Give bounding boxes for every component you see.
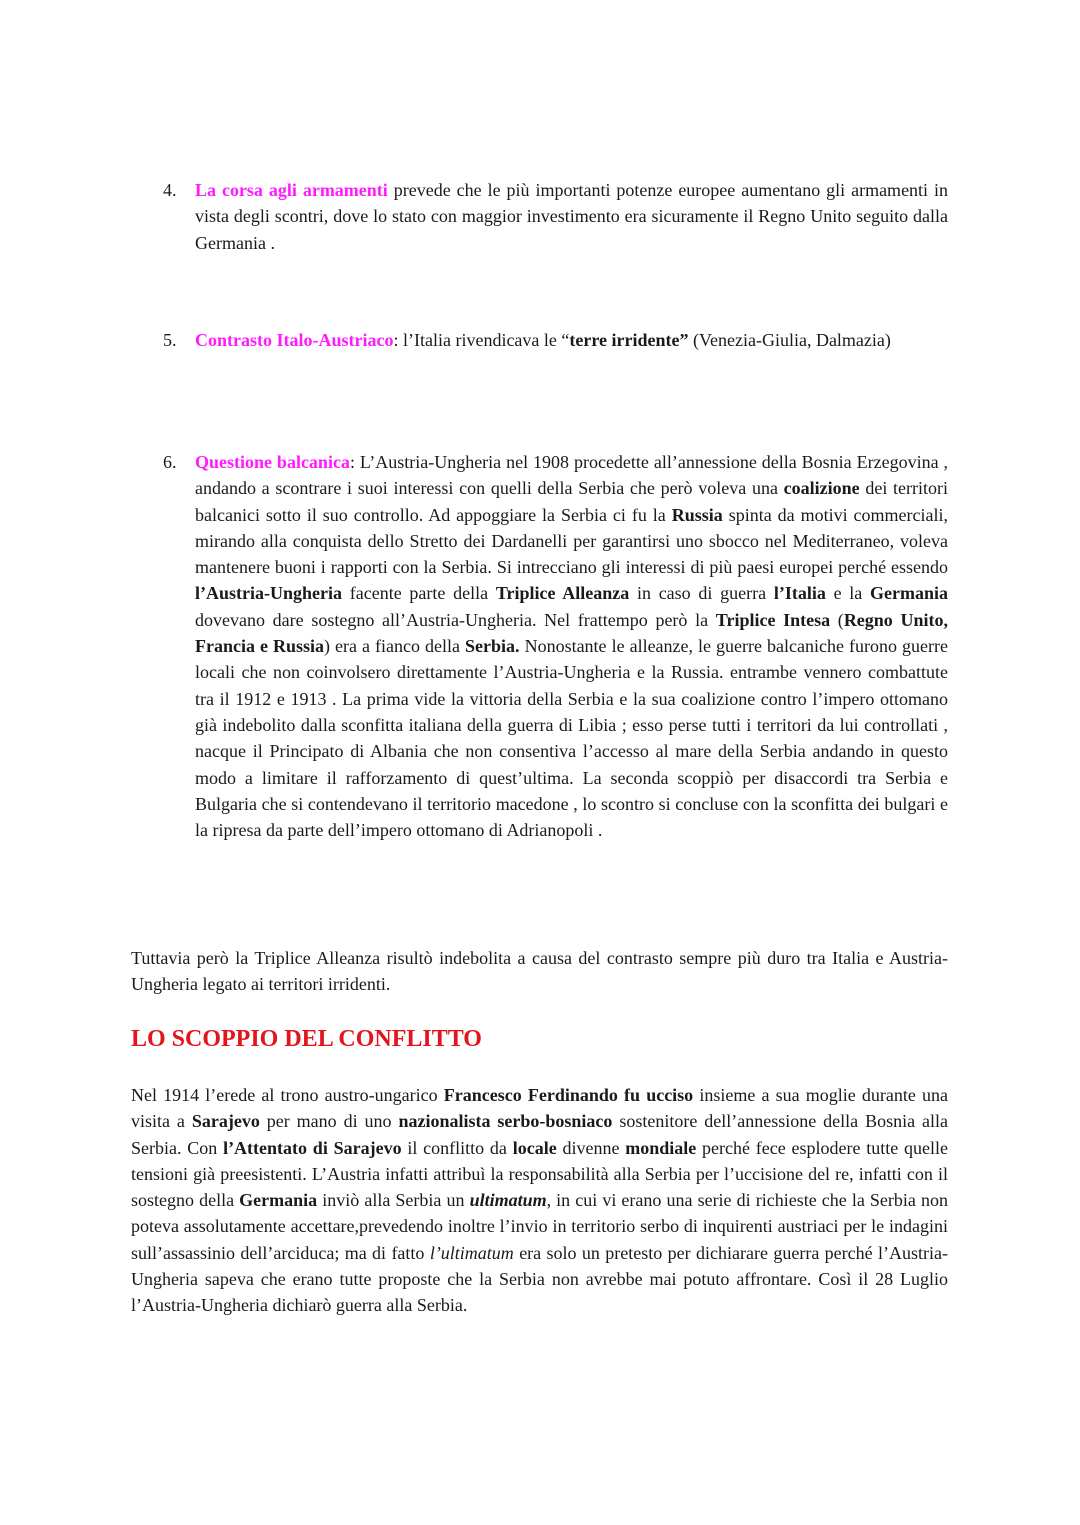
text-segment: perché fece esplodere tutte quelle tensioni già preesistenti. L’Austria infatti attribuì la responsabilità alla Serbia per l’uccisione del re, infatti con il sostegno della bbox=[131, 1137, 949, 1211]
bold-text: l’Attentato di Sarajevo bbox=[223, 1137, 402, 1158]
list-item-contrasto-italo-austriaco bbox=[163, 327, 948, 353]
bold-text: l’Austria-Ungheria bbox=[195, 583, 342, 604]
text-segment: insieme a sua moglie durante una visita a bbox=[131, 1085, 948, 1132]
text-segment: Nonostante le alleanze, le guerre balcaniche furono guerre locali che non coinvolsero direttamente l’Austria-Ungheria e la Russia. entrambe vennero combattute tra il 1912 e 1913 . La prima vide la vittoria della Serbia e la sua coalizione contro l’impero ottomano già indebolito dalla sconfitta italiana della guerra di Libia ; esso perse tutti i territori da lui controllati , nacque il Principato di Albania che non consentiva l’accesso al mare della Serbia andando in questo modo a limitare il rafforzamento di quest’ultima. La seconda scoppiò per disaccordi tra Serbia e Bulgaria che si contendevano il territorio macedone , lo scontro si concluse con la sconfitta dei bulgari e la ripresa da parte dell’impero ottomano di Adrianopoli . bbox=[195, 636, 948, 841]
bold-text: l’Italia bbox=[773, 583, 826, 604]
text-segment: in caso di guerra bbox=[629, 583, 774, 604]
text-segment: Tuttavia però la Triplice Alleanza risultò indebolita a causa del contrasto sempre più duro tra Italia e Austria-Ungheria legato ai territori irridenti. bbox=[131, 948, 948, 995]
paragraph-scoppio bbox=[131, 1082, 948, 1319]
text-segment: dei territori balcanici sotto il suo controllo. Ad appoggiare la Serbia ci fu la bbox=[195, 478, 948, 525]
text-segment: per mano di uno bbox=[259, 1111, 399, 1132]
text-segment: spinta da motivi commerciali, mirando alla conquista dello Stretto dei Dardanelli per garantirsi uno sbocco nel Mediterraneo, voleva mantenere buoni i rapporti con la Serbia. Si intrecciano gli interessi di più paesi europei perché essendo bbox=[195, 504, 948, 578]
highlighted-term: La corsa agli armamenti bbox=[195, 180, 388, 200]
bold-text: Sarajevo bbox=[191, 1111, 260, 1132]
text-segment: il conflitto da bbox=[401, 1137, 513, 1158]
bold-text: coalizione bbox=[783, 478, 860, 499]
bold-text: Russia bbox=[671, 504, 723, 525]
text-segment: (Venezia-Giulia, Dalmazia) bbox=[688, 330, 891, 350]
text-segment: dovevano dare sostegno all’Austria-Ungheria. Nel frattempo però la bbox=[195, 609, 716, 630]
text-segment: era solo un pretesto per dichiarare guerra perché l’Austria-Ungheria sapeva che erano tutte proposte che la Serbia non avrebbe mai potuto affrontare. Così il 28 Luglio l’Austria-Ungheria dichiarò guerra alla Serbia. bbox=[131, 1242, 949, 1316]
list-number: 5. bbox=[163, 330, 177, 350]
bold-text: ultimatum bbox=[469, 1190, 547, 1211]
bold-text: nazionalista serbo-bosniaco bbox=[398, 1111, 613, 1132]
bold-text: Triplice Intesa bbox=[715, 609, 831, 630]
bold-text: Triplice Alleanza bbox=[495, 583, 630, 604]
bold-text: mondiale bbox=[625, 1137, 697, 1158]
highlighted-term: Contrasto Italo-Austriaco bbox=[195, 330, 394, 350]
text-segment: Nel 1914 l’erede al trono austro-ungarico bbox=[131, 1085, 444, 1105]
bold-text: terre irridente” bbox=[569, 330, 689, 350]
list-number: 6. bbox=[163, 452, 177, 472]
highlighted-term: Questione balcanica bbox=[195, 452, 350, 472]
text-segment: divenne bbox=[556, 1137, 626, 1158]
list-number: 4. bbox=[163, 180, 177, 200]
bold-text: Francesco Ferdinando fu ucciso bbox=[443, 1085, 694, 1105]
bold-text: locale bbox=[512, 1137, 557, 1158]
bold-text: Germania bbox=[239, 1190, 318, 1211]
text-segment: sostenitore dell’annessione della Bosnia alla Serbia. Con bbox=[131, 1111, 948, 1158]
text-segment: : l’Italia rivendicava le “ bbox=[393, 330, 570, 350]
paragraph-tuttavia bbox=[131, 945, 948, 998]
list-item-questione-balcanica bbox=[163, 449, 949, 843]
italic-text: l’ultimatum bbox=[429, 1242, 514, 1263]
text-segment: : L’Austria-Ungheria nel 1908 procedette all’annessione della Bosnia Erzegovina , andando a scontrare i suoi interessi con quelli della Serbia che però voleva una bbox=[195, 452, 948, 499]
bold-text: Germania bbox=[870, 583, 949, 604]
text-segment: ( bbox=[830, 609, 844, 630]
text-segment: inviò alla Serbia un bbox=[317, 1190, 470, 1211]
bold-text: Regno Unito, Francia e Russia bbox=[195, 609, 948, 657]
bold-text: Serbia. bbox=[465, 636, 520, 657]
text-segment: ) era a fianco della bbox=[324, 636, 466, 657]
text-segment: prevede che le più importanti potenze europee aumentano gli armamenti in vista degli scontri, dove lo stato con maggior investimento era sicuramente il Regno Unito seguito dalla Germania . bbox=[195, 180, 948, 253]
text-segment: , in cui vi erano una serie di richieste che la Serbia non poteva assolutamente accettare,prevedendo inoltre l’invio in territorio serbo di inquirenti austriaci per le indagini sull’assassinio dell’arciduca; ma di fatto bbox=[131, 1190, 948, 1263]
text-segment: e la bbox=[825, 583, 871, 604]
section-heading: LO SCOPPIO DEL CONFLITTO bbox=[131, 1026, 482, 1052]
text-segment: facente parte della bbox=[342, 583, 496, 604]
list-item-corsa-armamenti bbox=[163, 177, 948, 256]
